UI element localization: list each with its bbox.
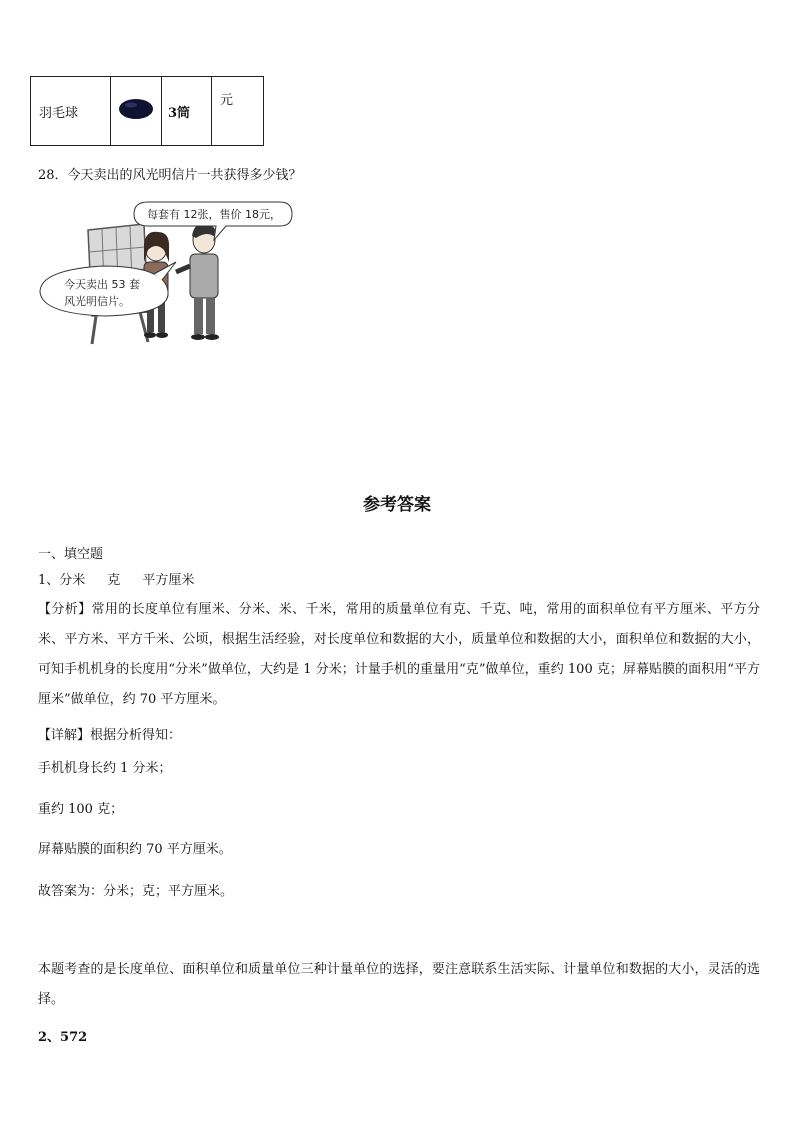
bubble-left-line1: 今天卖出 53 套 [64, 278, 140, 291]
detail-line-4: 故答案为：分米；克；平方厘米。 [38, 884, 234, 899]
price-cell: 元 [212, 77, 264, 146]
quantity-cell: 3筒 [162, 77, 212, 146]
answer-1 [38, 569, 194, 588]
item-image-cell [111, 77, 162, 146]
bubble-right-text: 每套有 12张，售价 18元， [147, 208, 281, 221]
detail-line-2: 重约 100 克； [38, 802, 124, 817]
analysis-text: 常用的长度单位有厘米、分米、米、千米，常用的质量单位有克、千克、吨，常用的面积单位有平方厘米、平方分米、平方米、平方千米、公顷，根据生活经验，对长度单位和数据的大小，质量单位和数据的大小，面积单位和数据的大小，可知手机机身的长度用“分米”做单位，大约是 1 分米；计量手机的重量用“克”做单位，重约 100 克；屏幕贴膜的面积用“平方厘米”做单位，约 70 平方厘米。 [38, 602, 760, 707]
summary-paragraph: 本题考查的是长度单位、面积单位和质量单位三种计量单位的选择，要注意联系生活实际、计量单位和数据的大小，灵活的选择。 [38, 962, 760, 1007]
detail-text: 根据分析得知： [90, 728, 182, 743]
question-28-text: 28．今天卖出的风光明信片一共获得多少钱？ [38, 168, 302, 183]
table-row [31, 77, 264, 146]
section-heading: 一、填空题 [38, 547, 104, 562]
detail-label: 【详解】 [38, 728, 91, 743]
analysis-label: 【分析】 [38, 602, 92, 617]
bubble-left-line2: 风光明信片。 [64, 295, 130, 308]
answer-2: 2、572 [38, 1030, 88, 1045]
shuttlecock-tube-icon [116, 94, 156, 124]
page-title: 参考答案 [363, 495, 431, 515]
answer-1-part-1: 分米 [59, 573, 86, 588]
detail-line-3: 屏幕贴膜的面积约 70 平方厘米。 [38, 842, 232, 857]
answer-1-part-2: 克 [107, 573, 121, 588]
answer-1-part-3: 平方厘米 [142, 573, 195, 588]
boy-figure-icon [176, 224, 219, 340]
item-name-cell: 羽毛球 [31, 77, 111, 146]
postcard-scene-illustration [36, 192, 316, 350]
price-table [30, 76, 264, 146]
detail-line-1: 手机机身长约 1 分米； [38, 761, 172, 776]
analysis-paragraph [38, 595, 760, 715]
answer-1-number: 1、 [38, 573, 60, 588]
detail-line [38, 724, 181, 743]
